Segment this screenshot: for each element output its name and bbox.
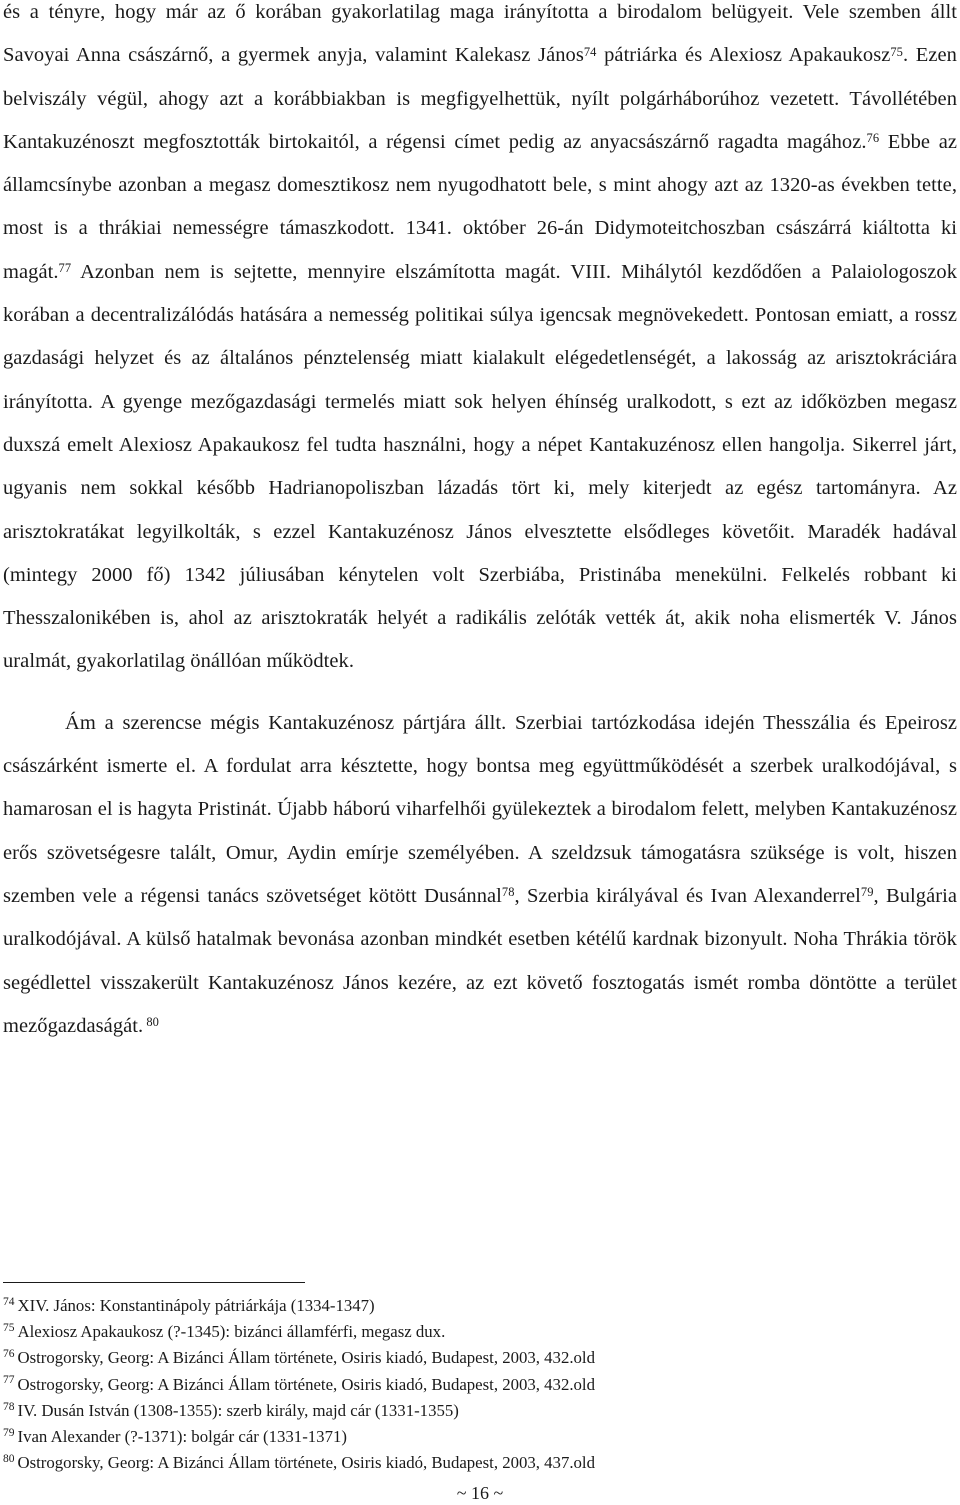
footnote-item <box>3 1345 943 1371</box>
footnote-item <box>3 1372 943 1398</box>
footnote-text: Ostrogorsky, Georg: A Bizánci Állam története, Osiris kiadó, Budapest, 2003, 437.old <box>17 1453 595 1473</box>
page-number: ~ 16 ~ <box>456 1483 504 1503</box>
footnote-text: XIV. János: Konstantinápoly pátriárkája (1334-1347) <box>17 1296 375 1315</box>
footnote-item <box>3 1293 943 1319</box>
footnote-number: 76 <box>3 1348 15 1361</box>
paragraph-text: Ám a szerencse mégis Kantakuzénosz pártjára állt. Szerbiai tartózkodása idején Thesszália és Epeirosz császárként ismerte el. A fordulat arra késztette, hogy bontsa meg együttműködését a szerbek uralkodójával, s hamarosan el is hagyta Pristinát. Újabb háború viharfelhői gyülekeztek a birodalom felett, melyben Kantakuzénosz erős szövetségesre talált, Omur, Aydin emírje személyében. A szeldzsuk támogatásra szüksége is volt, hiszen szemben vele a régensi tanács szövetséget kötött Dusánnal <box>3 711 957 907</box>
footnote-number: 80 <box>3 1452 15 1465</box>
document-page <box>3 0 957 1048</box>
paragraph-text: , Szerbia királyával és Ivan Alexanderrel <box>514 884 861 907</box>
footnote-reference: 79 <box>860 885 874 900</box>
paragraph-text: Ebbe az államcsínybe azonban a megasz domesztikosz nem nyugodhatott bele, s mint ahogy azt az 1320-as években tette, most is a thrákiai nemességre támaszkodott. 1341. október 26-án Didymoteitchoszban császárrá kiáltotta ki magát. <box>3 130 957 283</box>
body-paragraph <box>3 702 957 1048</box>
paragraph-text: . Ezen belviszály végül, ahogy azt a korábbiakban is megfigyelhettük, nyílt polgárháborúhoz vezetett. Távollétében Kantakuzénoszt megfosztották birtokaitól, a régensi címet pedig az anyacsászárnő ragadta magához. <box>3 44 957 153</box>
paragraph-text: Azonban nem is sejtette, mennyire elszámította magát. VIII. Mihálytól kezdődően a Palaiologoszok korában a decentralizálódás hatására a nemesség politikai súlya igencsak megnövekedett. Pontosan emiatt, a rossz gazdasági helyzet és az általános pénztelenség miatt kialakult elégedetlenségét, a lakosság az arisztokráciára irányította. A gyenge mezőgazdasági termelés miatt sok helyen éhínség uralkodott, s ezt az időközben megasz duxszá emelt Alexiosz Apakaukosz fel tudta használni, hogy a népet Kantakuzénosz ellen hangolja. Sikerrel járt, ugyanis nem sokkal később Hadrianopoliszban lázadás tört ki, mely kiterjedt az egész tartományra. Az arisztokratákat legyilkolták, s ezzel Kantakuzénosz János elvesztette elsődleges követőit. Maradék hadával (mintegy 2000 fő) 1342 júliusában kénytelen volt Szerbiába, Pristinába menekülni. Felkelés robbant ki Thesszalonikében is, ahol az arisztokraták helyét a radikális zelóták vették át, akik noha elismerték V. János uralmát, gyakorlatilag önállóan működtek. <box>3 260 957 673</box>
footnote-number: 74 <box>3 1295 15 1308</box>
footnote-number: 78 <box>3 1400 15 1413</box>
footnotes <box>3 1293 943 1476</box>
footnote-reference: 76 <box>866 131 880 146</box>
footnote-number: 79 <box>3 1426 15 1439</box>
footnote-separator <box>3 1282 305 1283</box>
footnote-item <box>3 1398 943 1424</box>
footnote-item <box>3 1319 943 1345</box>
paragraph-text: és a tényre, hogy már az ő korában gyakorlatilag maga irányította a birodalom belügyeit. Vele szemben állt Savoyai Anna császárnő, a gyermek anyja, valamint Kalekasz János <box>3 1 957 67</box>
footnote-number: 77 <box>3 1374 15 1387</box>
footnote-reference: 80 <box>143 1015 159 1030</box>
footnote-text: Ivan Alexander (?-1371): bolgár cár (1331-1371) <box>17 1427 347 1447</box>
footnote-item <box>3 1424 943 1450</box>
footnote-reference: 74 <box>583 44 597 59</box>
paragraph-text: , Bulgária uralkodójával. A külső hatalmak bevonása azonban mindkét esetben kétélű kardnak bizonyult. Noha Thrákia török segédlettel visszakerült Kantakuzénosz János kezére, az ezt követő fosztogatás ismét romba döntötte a terület mezőgazdaságát. <box>3 884 957 1037</box>
body-paragraph <box>3 0 957 684</box>
footnote-reference: 75 <box>890 44 903 59</box>
footnote-text: Alexiosz Apakaukosz (?-1345): bizánci államférfi, megasz dux. <box>17 1322 446 1342</box>
footnote-text: Ostrogorsky, Georg: A Bizánci Állam története, Osiris kiadó, Budapest, 2003, 432.old <box>17 1374 595 1394</box>
footnote-reference: 78 <box>501 885 515 900</box>
footnote-item <box>3 1450 943 1476</box>
footnote-reference: 77 <box>58 261 72 276</box>
footnote-text: Ostrogorsky, Georg: A Bizánci Állam története, Osiris kiadó, Budapest, 2003, 432.old <box>17 1348 595 1368</box>
footnote-text: IV. Dusán István (1308-1355): szerb király, majd cár (1331-1355) <box>17 1400 459 1420</box>
footnote-number: 75 <box>3 1321 15 1334</box>
paragraph-text: pátriárka és Alexiosz Apakaukosz <box>596 44 891 67</box>
